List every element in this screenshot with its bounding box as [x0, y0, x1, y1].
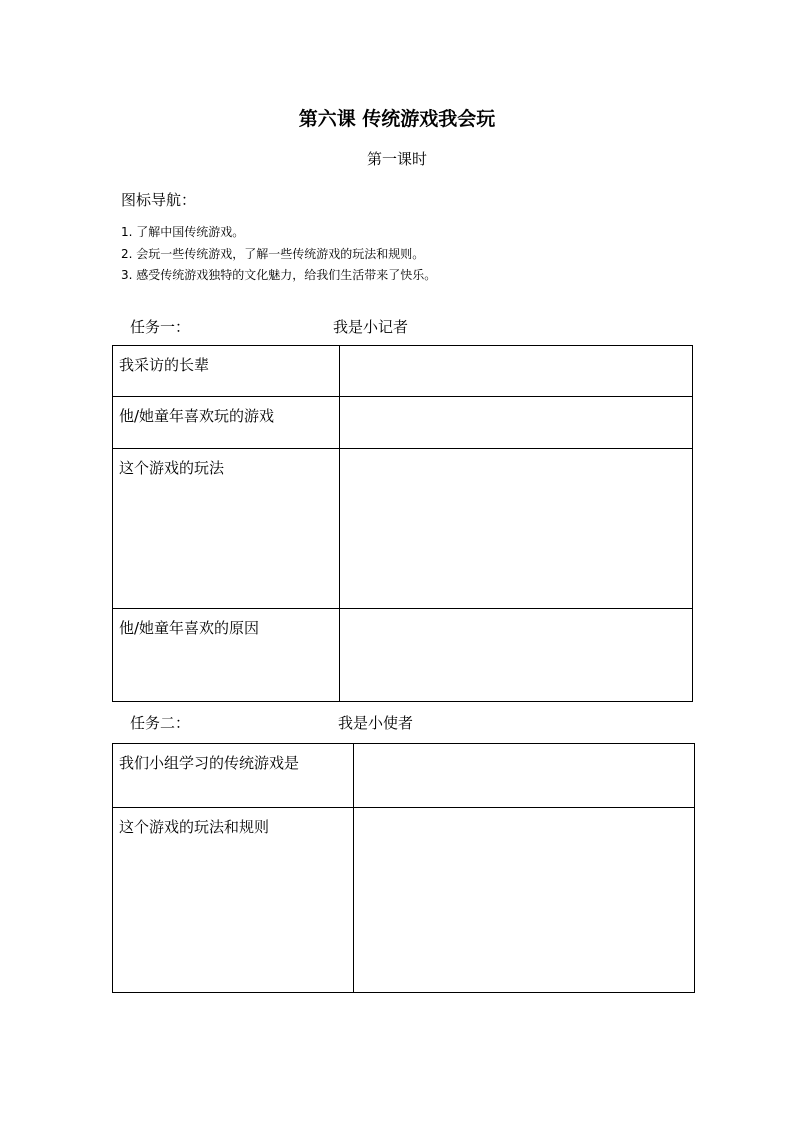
answer-cell[interactable] [354, 808, 695, 993]
row-label: 我们小组学习的传统游戏是 [113, 744, 354, 808]
answer-cell[interactable] [340, 609, 693, 702]
answer-cell[interactable] [340, 449, 693, 609]
task1-name: 我是小记者 [333, 318, 409, 336]
table-row [113, 808, 695, 993]
task2-label: 任务二： [130, 714, 191, 732]
task1-table [112, 345, 693, 702]
goal-list [121, 222, 436, 287]
answer-cell[interactable] [340, 346, 693, 397]
task2-table [112, 743, 695, 993]
table-row [113, 449, 693, 609]
task1-label: 任务一： [130, 318, 191, 336]
row-label: 我采访的长辈 [113, 346, 340, 397]
answer-cell[interactable] [354, 744, 695, 808]
row-label: 这个游戏的玩法和规则 [113, 808, 354, 993]
goal-item: 3. 感受传统游戏独特的文化魅力，给我们生活带来了快乐。 [121, 268, 437, 282]
goal-item: 1. 了解中国传统游戏。 [121, 225, 245, 239]
row-label: 他/她童年喜欢的原因 [113, 609, 340, 702]
table-row [113, 397, 693, 449]
row-label: 这个游戏的玩法 [113, 449, 340, 609]
task2-name: 我是小使者 [338, 714, 414, 732]
page-subtitle: 第一课时 [366, 150, 427, 168]
answer-cell[interactable] [340, 397, 693, 449]
page-title: 第六课 传统游戏我会玩 [298, 108, 496, 130]
table-row [113, 346, 693, 397]
nav-heading: 图标导航： [121, 191, 197, 209]
table-row [113, 744, 695, 808]
goal-item: 2. 会玩一些传统游戏，了解一些传统游戏的玩法和规则。 [121, 246, 425, 261]
table-row [113, 609, 693, 702]
row-label: 他/她童年喜欢玩的游戏 [113, 397, 340, 449]
